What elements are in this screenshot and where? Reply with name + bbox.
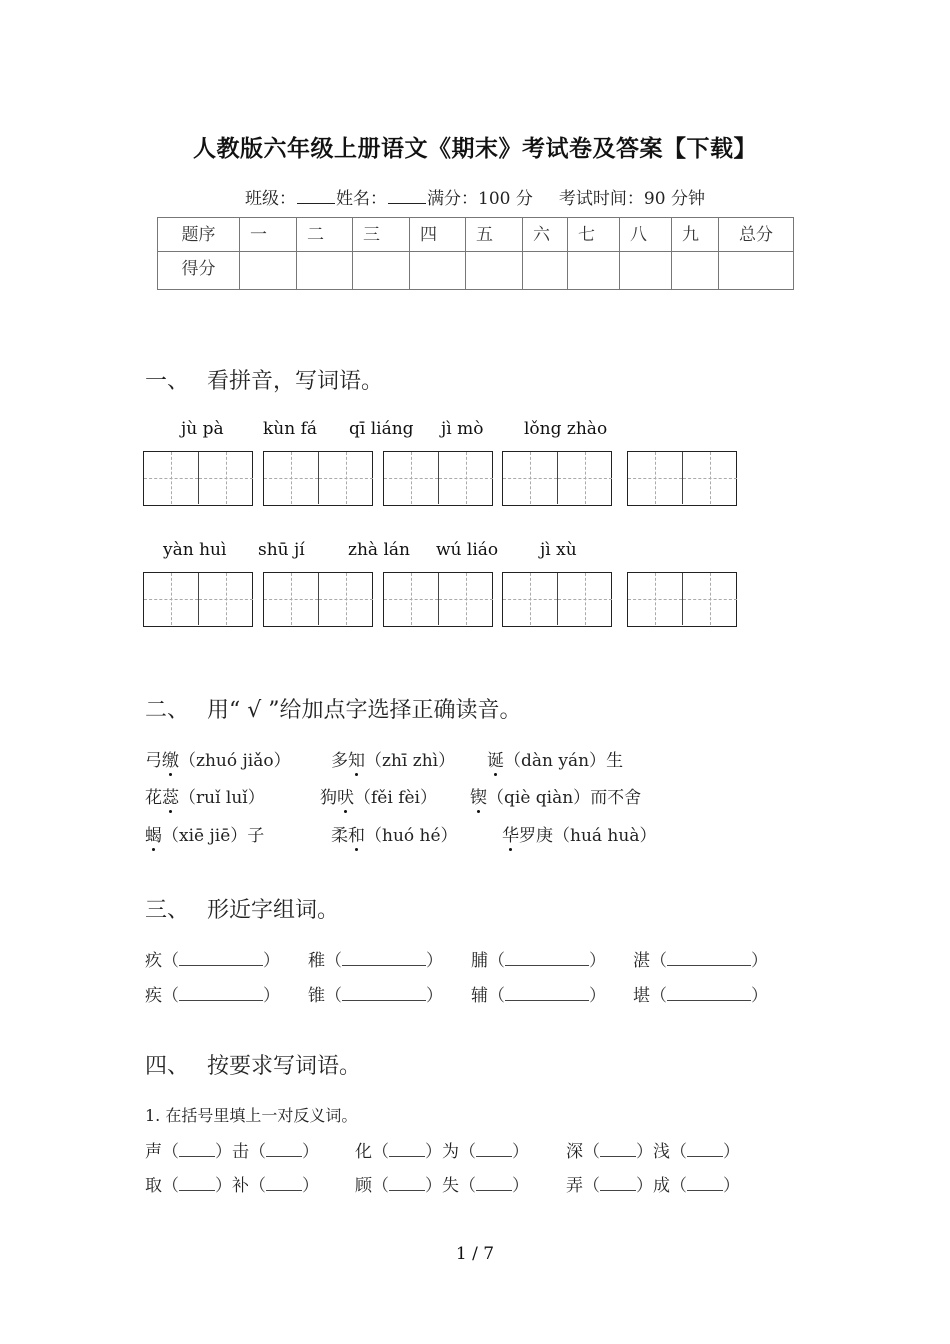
- pinyin-label: wú liáo: [436, 540, 499, 560]
- paren-open: （: [325, 986, 342, 1006]
- full-score: 满分：100 分: [427, 189, 533, 209]
- paren-close: ）: [425, 1176, 442, 1196]
- answer-blank[interactable]: [687, 1176, 723, 1191]
- item-text: 生: [606, 751, 624, 771]
- char: 取: [145, 1176, 162, 1196]
- dotted-char: 缴: [162, 746, 179, 771]
- question-1-prompt: 1. 在括号里填上一对反义词。: [145, 1106, 358, 1125]
- name-label: 姓名：: [336, 189, 388, 209]
- row-label-score: 得分: [158, 252, 240, 290]
- dotted-char: 知: [348, 746, 365, 771]
- paren-open: （: [488, 951, 505, 971]
- document-title: 人教版六年级上册语文《期末》考试卷及答案【下载】: [193, 135, 757, 162]
- answer-blank[interactable]: [687, 1142, 723, 1157]
- pinyin-options[interactable]: （dàn yán）: [504, 751, 607, 771]
- pinyin-label: zhà lán: [348, 540, 410, 560]
- char: 顾: [355, 1176, 372, 1196]
- page-number: 1 / 7: [455, 1244, 495, 1264]
- dotted-char: 诞: [487, 746, 504, 771]
- class-label: 班级：: [245, 189, 297, 209]
- paren-close: ）: [263, 986, 280, 1006]
- writing-grid-box[interactable]: [383, 572, 493, 627]
- answer-blank[interactable]: [179, 1176, 215, 1191]
- paren-close: ）: [215, 1176, 232, 1196]
- paren-close: ）: [723, 1176, 740, 1196]
- paren-close: ）: [512, 1142, 529, 1162]
- score-cell[interactable]: [523, 252, 568, 290]
- answer-blank[interactable]: [179, 1142, 215, 1157]
- answer-blank[interactable]: [667, 986, 751, 1001]
- item-text: 多: [331, 751, 348, 771]
- answer-blank[interactable]: [476, 1176, 512, 1191]
- pinyin-label: yàn huì: [163, 540, 227, 560]
- score-cell[interactable]: [410, 252, 466, 290]
- paren-close: ）: [302, 1176, 319, 1196]
- item-text: 弓: [145, 751, 162, 771]
- pinyin-options[interactable]: （qiè qiàn）: [487, 788, 591, 808]
- section-4-heading: [145, 1049, 361, 1080]
- section-1-title: 看拼音，写词语。: [207, 369, 384, 394]
- paren-close: ）: [426, 951, 443, 971]
- section-4-number: 四、: [145, 1054, 190, 1079]
- reading-item: [145, 783, 265, 808]
- score-cell[interactable]: [297, 252, 353, 290]
- writing-grid-box[interactable]: [502, 451, 612, 506]
- section-3-heading: [145, 893, 339, 924]
- dotted-char: 吠: [337, 783, 354, 808]
- paren-open: （: [162, 1142, 179, 1162]
- col-7: 七: [568, 218, 620, 252]
- col-5: 五: [466, 218, 523, 252]
- reading-item: [145, 746, 291, 771]
- char: 化: [355, 1142, 372, 1162]
- answer-blank[interactable]: [600, 1142, 636, 1157]
- answer-blank[interactable]: [179, 986, 263, 1001]
- exam-info-line: [0, 184, 950, 209]
- char: 稚: [308, 951, 325, 971]
- section-2-heading: [145, 693, 522, 724]
- dotted-char: 华: [502, 821, 519, 846]
- score-cell[interactable]: [620, 252, 672, 290]
- dotted-char: 蝎: [145, 821, 162, 846]
- reading-item: [331, 821, 458, 846]
- section-3-number: 三、: [145, 898, 190, 923]
- char: 堪: [633, 986, 650, 1006]
- score-cell[interactable]: [672, 252, 719, 290]
- writing-grid-box[interactable]: [627, 572, 737, 627]
- paren-open: （: [249, 1176, 266, 1196]
- section-1-number: 一、: [145, 369, 190, 394]
- pinyin-options[interactable]: （fěi fèi）: [354, 788, 437, 808]
- char: 湛: [633, 951, 650, 971]
- paren-open: （: [583, 1176, 600, 1196]
- col-total: 总分: [719, 218, 794, 252]
- word-group-item: [633, 946, 768, 971]
- name-blank[interactable]: [388, 189, 426, 204]
- paren-close: ）: [589, 986, 606, 1006]
- col-9: 九: [672, 218, 719, 252]
- paren-open: （: [372, 1142, 389, 1162]
- answer-blank[interactable]: [389, 1176, 425, 1191]
- reading-item: [502, 821, 656, 846]
- score-cell[interactable]: [568, 252, 620, 290]
- col-2: 二: [297, 218, 353, 252]
- word-group-item: [145, 946, 280, 971]
- col-8: 八: [620, 218, 672, 252]
- char: 辅: [471, 986, 488, 1006]
- paren-close: ）: [426, 986, 443, 1006]
- word-group-item: [308, 981, 443, 1006]
- pinyin-label: shū jí: [258, 540, 305, 560]
- writing-grid-box[interactable]: [263, 451, 373, 506]
- reading-item: [320, 783, 437, 808]
- paren-close: ）: [751, 986, 768, 1006]
- reading-item: [145, 821, 264, 846]
- paren-close: ）: [425, 1142, 442, 1162]
- paren-open: （: [583, 1142, 600, 1162]
- paren-close: ）: [636, 1176, 653, 1196]
- paren-close: ）: [589, 951, 606, 971]
- answer-blank[interactable]: [342, 951, 426, 966]
- answer-blank[interactable]: [667, 951, 751, 966]
- score-table-score-row: [158, 252, 794, 290]
- word-group-item: [145, 981, 280, 1006]
- antonym-item: [355, 1137, 529, 1162]
- reading-item: [470, 783, 641, 808]
- paren-open: （: [459, 1142, 476, 1162]
- antonym-item: [566, 1137, 740, 1162]
- char: 失: [442, 1176, 459, 1196]
- char: 为: [442, 1142, 459, 1162]
- section-2-number: 二、: [145, 698, 190, 723]
- char: 脯: [471, 951, 488, 971]
- answer-blank[interactable]: [389, 1142, 425, 1157]
- paren-close: ）: [636, 1142, 653, 1162]
- paren-open: （: [650, 951, 667, 971]
- item-text: 柔: [331, 826, 348, 846]
- char: 疚: [145, 951, 162, 971]
- col-3: 三: [353, 218, 410, 252]
- writing-grid-box[interactable]: [502, 572, 612, 627]
- pinyin-label: kùn fá: [263, 419, 318, 439]
- col-1: 一: [240, 218, 297, 252]
- paren-open: （: [459, 1176, 476, 1196]
- answer-blank[interactable]: [266, 1176, 302, 1191]
- char: 浅: [653, 1142, 670, 1162]
- exam-time: 考试时间：90 分钟: [558, 189, 705, 209]
- answer-blank[interactable]: [600, 1176, 636, 1191]
- score-cell[interactable]: [240, 252, 297, 290]
- answer-blank[interactable]: [342, 986, 426, 1001]
- paren-open: （: [162, 1176, 179, 1196]
- writing-grid-box[interactable]: [383, 451, 493, 506]
- col-4: 四: [410, 218, 466, 252]
- class-blank[interactable]: [297, 189, 335, 204]
- antonym-item: [566, 1171, 740, 1196]
- writing-grid-box[interactable]: [143, 572, 253, 627]
- paren-close: ）: [751, 951, 768, 971]
- item-text: 而不舍: [590, 788, 642, 808]
- paren-open: （: [162, 986, 179, 1006]
- section-2-title: 用“ √ ”给加点字选择正确读音。: [207, 698, 522, 723]
- answer-blank[interactable]: [476, 1142, 512, 1157]
- pinyin-label: jì mò: [441, 419, 484, 439]
- word-group-item: [308, 946, 443, 971]
- paren-close: ）: [215, 1142, 232, 1162]
- score-table-header-row: [158, 218, 794, 252]
- paren-close: ）: [512, 1176, 529, 1196]
- char: 补: [232, 1176, 249, 1196]
- answer-blank[interactable]: [505, 986, 589, 1001]
- answer-blank[interactable]: [179, 951, 263, 966]
- answer-blank[interactable]: [505, 951, 589, 966]
- score-cell[interactable]: [466, 252, 523, 290]
- paren-close: ）: [302, 1142, 319, 1162]
- pinyin-options[interactable]: （ruǐ luǐ）: [179, 788, 265, 808]
- word-group-item: [633, 981, 768, 1006]
- pinyin-options[interactable]: （zhuó jiǎo）: [179, 751, 291, 771]
- paren-open: （: [650, 986, 667, 1006]
- row-label-order: 题序: [158, 218, 240, 252]
- pinyin-options[interactable]: 罗庚（huá huà）: [519, 826, 657, 846]
- char: 击: [232, 1142, 249, 1162]
- antonym-item: [145, 1137, 319, 1162]
- pinyin-label: qī liáng: [349, 419, 414, 439]
- word-group-item: [471, 981, 606, 1006]
- char: 成: [653, 1176, 670, 1196]
- score-cell[interactable]: [719, 252, 794, 290]
- writing-grid-box[interactable]: [143, 451, 253, 506]
- item-text: 子: [247, 826, 265, 846]
- paren-open: （: [670, 1176, 687, 1196]
- char: 深: [566, 1142, 583, 1162]
- writing-grid-box[interactable]: [263, 572, 373, 627]
- answer-blank[interactable]: [266, 1142, 302, 1157]
- section-3-title: 形近字组词。: [207, 898, 340, 923]
- word-group-item: [471, 946, 606, 971]
- char: 疾: [145, 986, 162, 1006]
- char: 弄: [566, 1176, 583, 1196]
- char: 声: [145, 1142, 162, 1162]
- paren-close: ）: [263, 951, 280, 971]
- item-text: 花: [145, 788, 162, 808]
- pinyin-options[interactable]: （xiē jiē）: [162, 826, 248, 846]
- pinyin-options[interactable]: （zhī zhì）: [365, 751, 456, 771]
- section-4-title: 按要求写词语。: [207, 1054, 362, 1079]
- paren-open: （: [325, 951, 342, 971]
- pinyin-label: lǒng zhào: [524, 419, 608, 439]
- dotted-char: 锲: [470, 783, 487, 808]
- section-1-heading: [145, 364, 383, 395]
- paren-close: ）: [723, 1142, 740, 1162]
- reading-item: [487, 746, 623, 771]
- item-text: 狗: [320, 788, 337, 808]
- writing-grid-box[interactable]: [627, 451, 737, 506]
- paren-open: （: [670, 1142, 687, 1162]
- dotted-char: 蕊: [162, 783, 179, 808]
- pinyin-options[interactable]: （huó hé）: [365, 826, 458, 846]
- pinyin-label: jì xù: [540, 540, 577, 560]
- paren-open: （: [372, 1176, 389, 1196]
- paren-open: （: [249, 1142, 266, 1162]
- score-table: [157, 217, 794, 290]
- dotted-char: 和: [348, 821, 365, 846]
- col-6: 六: [523, 218, 568, 252]
- antonym-item: [145, 1171, 319, 1196]
- pinyin-label: jù pà: [181, 419, 224, 439]
- paren-open: （: [162, 951, 179, 971]
- score-cell[interactable]: [353, 252, 410, 290]
- reading-item: [331, 746, 455, 771]
- paren-open: （: [488, 986, 505, 1006]
- char: 锥: [308, 986, 325, 1006]
- antonym-item: [355, 1171, 529, 1196]
